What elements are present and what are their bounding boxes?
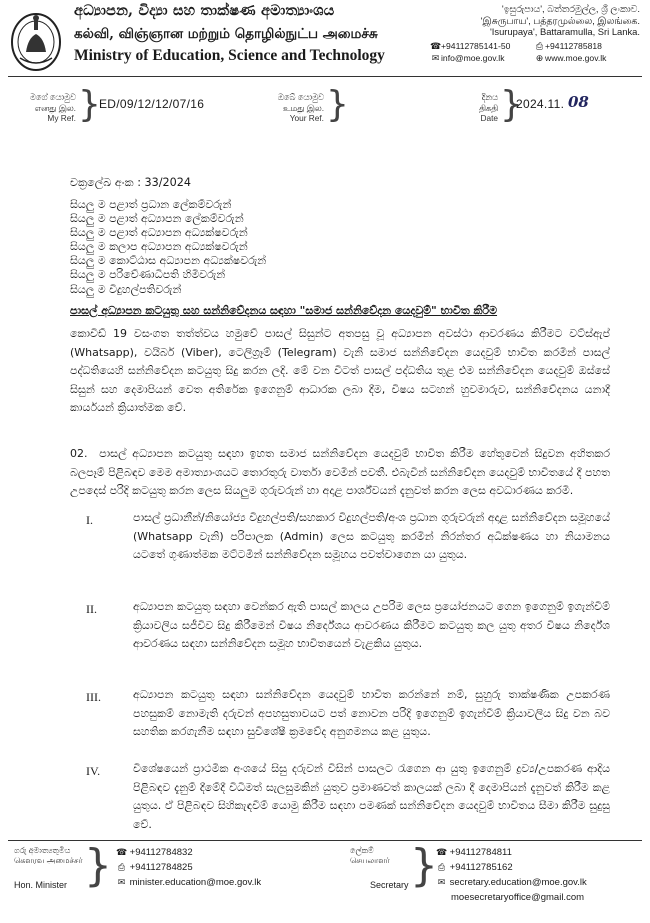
my-ref-value: ED/09/12/12/07/16 xyxy=(99,97,205,111)
recipient: සියලු ම පළාත් අධ්‍යාපන අධ්‍යක්ෂවරුන් xyxy=(70,226,248,240)
paragraph-2 xyxy=(70,445,610,501)
address-tamil: 'இசுருபாய', பத்தரமுல்லை, இலங்கை. xyxy=(480,14,640,26)
national-emblem-logo xyxy=(10,8,62,72)
my-ref-brace: } xyxy=(78,84,101,125)
address-sinhala: 'ඉසුරුපාය', බත්තරමුල්ල, ශ්‍රී ලංකාව. xyxy=(501,3,640,14)
minister-role: Hon. Minister xyxy=(14,880,68,890)
recipient: සියලු ම පරිවේණාධිපති හිමිවරුන් xyxy=(70,268,226,282)
secretary-phone: ☎ +94112784811 xyxy=(436,847,512,858)
date-brace: } xyxy=(500,84,523,125)
paragraph-number: 02. xyxy=(70,447,88,460)
secretary-email-alt[interactable]: moesecretaryoffice@gmail.com xyxy=(451,892,585,903)
header-email[interactable]: ✉ info@moe.gov.lk xyxy=(431,53,505,63)
recipient: සියලු ම පළාත් ප්‍රධාන ලේකම්වරුන් xyxy=(70,198,232,211)
your-ref-brace: } xyxy=(326,84,349,125)
recipient: සියලු ම කලාප අධ්‍යාපන අධ්‍යක්ෂවරුන් xyxy=(70,240,248,254)
item-number: III. xyxy=(86,690,101,704)
your-ref-label: ඔබේ යොමුව உமது இல. Your Ref. xyxy=(277,92,324,123)
recipient: සියලු ම කොට්ඨාස අධ්‍යාපන අධ්‍යක්ෂවරුන් xyxy=(70,254,267,268)
header-fax: ⎙ +94112785818 xyxy=(535,41,602,51)
phone-icon: ☎ xyxy=(430,41,442,51)
header-divider xyxy=(8,76,642,77)
phone-icon: ☎ xyxy=(436,847,448,857)
recipients-list xyxy=(70,198,266,297)
circular-number: චක්‍රලේඛ අංක : 33/2024 xyxy=(70,176,192,189)
secretary-email[interactable]: ✉ secretary.education@moe.gov.lk xyxy=(437,877,587,888)
minister-fax: ⎙ +94112784825 xyxy=(117,862,193,873)
phone-icon: ☎ xyxy=(116,847,128,857)
secretary-label: ලේකම් செயலாளர் xyxy=(350,846,390,865)
minister-email[interactable]: ✉ minister.education@moe.gov.lk xyxy=(117,877,262,888)
item-text: අධ්‍යාපන කටයුතු සඳහා වෙන්කර ඇති පාසල් කාලය උපරිම ලෙස ප්‍රයෝජනයට ගෙන ඉගෙනුම් ඉගැන්වීම් ක්‍රියාවලිය සජීවීව සිදු කිරීමෙන් විෂය නිර්දේශය ආවරණය කිරීමට කටයුතු කල යුතු අතර විෂය නිර්දේශ ආවරණය සඳහා සන්නිවේදන සමූහ භාවිතයෙන් වැළකිය යුතුය. xyxy=(133,600,610,651)
ministry-name-sinhala: අධ්‍යාපන, විද්‍යා සහ තාක්ෂණ අමාත්‍යාංශය xyxy=(74,2,335,19)
date-label: දිනය திகதி Date xyxy=(479,92,498,123)
recipient: සියලු ම විදුහල්පතිවරුන් xyxy=(70,282,182,296)
item-number: IV. xyxy=(86,764,101,778)
ministry-name-tamil: கல்வி, விஞ்ஞான மற்றும் தொழில்நுட்ப அமைச்சு xyxy=(74,26,378,42)
email-icon: ✉ xyxy=(117,877,126,887)
fax-icon: ⎙ xyxy=(535,41,544,51)
item-number: I. xyxy=(86,513,93,527)
globe-icon: ⊕ xyxy=(535,53,544,63)
item-text: පාසල් ප්‍රධානීන්/නියෝජ්‍ය විදුහල්පති/සහකාර විදුහල්පති/අංශ ප්‍රධාන ගුරුවරුන් අදාළ සන්නිවේදන සමූහයේ (Whatsapp වැනි) පරිපාලක (Admin) ලෙස කටයුතු කරමින් නිරන්තර අධීක්ෂණය හා නියාමනය යටතේ ගුණාත්මක මට්ටමින් සන්නිවේදන සමූහය පවත්වාගෙන යා යුතුය. xyxy=(133,511,610,562)
item-text: විශේෂයෙන් ප්‍රාථමික අංශයේ සිසු දරුවන් විසින් පාසලට රැගෙන ආ යුතු ඉගෙනුම් ද්‍රව්‍ය/උපකරණ ආදිය පිළිබඳව දැනුම් දීමේදී විධිමත් සැලසුමකින් යුතුව ප්‍රමාණවත් කාලයක් ලබා දී දෙමාපියන් දැනුවත් කිරීම කළ යුතුය. ඒ පිළිබඳව සිහිකැඳවීම් යොමු කිරීම සඳහා පමණක් සන්නිවේදන යෙදවුම් භාවිතය සීමා කිරීම සුදුසු වේ. xyxy=(133,762,610,831)
header-website[interactable]: ⊕ www.moe.gov.lk xyxy=(535,53,607,63)
address-english: 'Isurupaya', Battaramulla, Sri Lanka. xyxy=(489,26,640,38)
secretary-brace: } xyxy=(410,840,438,891)
minister-contacts xyxy=(116,845,261,890)
letter-subject: පාසල් අධ්‍යාපන කටයුතු සහ සන්නිවේදනය සඳහා "සමාජ සන්නිවේදන යෙදවුම්" භාවිත කිරීම xyxy=(70,304,498,317)
my-ref-label: මගේ යොමුව எனது இல. My Ref. xyxy=(29,92,76,123)
item-number: II. xyxy=(86,602,97,616)
recipient: සියලු ම පළාත් අධ්‍යාපන ලේකම්වරුන් xyxy=(70,212,244,226)
fax-icon: ⎙ xyxy=(437,862,446,872)
secretary-fax: ⎙ +94112785162 xyxy=(437,862,513,873)
minister-label: ගරු අමාත්‍යතුමිය கௌரவ அமைச்சர் xyxy=(14,846,83,865)
minister-phone: ☎ +94112784832 xyxy=(116,847,193,858)
secretary-role: Secretary xyxy=(370,880,409,890)
minister-brace: } xyxy=(84,840,112,891)
date-printed: 2024.11. xyxy=(516,97,565,111)
item-text: අධ්‍යාපන කටයුතු සඳහා සන්නිවේදන යෙදවුම් භාවිත කරන්නේ නම්, සුහුරු තාක්ෂණික උපකරණ පහසුකම් නොමැති දරුවන් අපහසුතාවයට පත් නොවන පරිදි ඉගෙනුම් ඉගැන්වීම් ක්‍රියාවලිය සිදු වන බව සහතික කරගැනීම සඳහා සුවිශේෂී ක්‍රමවේද අනුගමනය කළ යුතුය. xyxy=(133,688,610,739)
header-phone: ☎+94112785141-50 xyxy=(430,41,511,51)
email-icon: ✉ xyxy=(431,53,440,63)
paragraph-2-text: පාසල් අධ්‍යාපන කටයුතු සඳහා ඉහත සමාජ සන්නිවේදන යෙදවුම් භාවිත කිරීම හේතුවෙන් සිදුවන අහිතකර බලපෑම් පිළිබඳව මෙම අමාත්‍යාංශයට තොරතුරු වාර්තා වෙමින් පවතී. එබැවින් සන්නිවේදන යෙදවුම් භාවිතයේ දී පහත උපදෙස් පරිදි කටයුතු කරන ලෙස සියලුම ගුරුවරුන් හා අදාළ පාර්ශ්වයන් දැනුවත් කරන ලෙස අවධාරණය කරමි. xyxy=(70,447,610,498)
secretary-contacts xyxy=(436,845,587,905)
fax-icon: ⎙ xyxy=(117,862,126,872)
date-day-handwritten: 08 xyxy=(568,93,589,111)
paragraph-1: කොවිඩ් 19 වසංගත තත්ත්වය හමුවේ පාසල් සිසුන්ට අතපසු වූ අධ්‍යාපන අවස්ථා ආවරණය කිරීමට වට්ස්ඇප් (Whatsapp), වයිබර් (Viber), ටෙලිග්‍රෑම් (Telegram) වැනි සමාජ සන්නිවේදන යෙදවුම් භාවිත කරමින් පාසල් පද්ධතියෙහි සන්නිවේදන කටයුතු සිදු කරන ලදි. මේ වන විටත් පාසල් පද්ධතිය තුළ එම සන්නිවේදන යෙදවුම් ඔස්සේ සිසුන් සහ දෙමාපියන් වෙත අතිරේක ඉගෙනුම් ආධාරක ලබා දීම, විෂය සටහන් හුවමාරුව, සන්නිවේදනය යනාදී කාර්යයන් ක්‍රියාත්මක වේ. xyxy=(70,327,610,415)
email-icon: ✉ xyxy=(437,877,446,887)
ministry-address xyxy=(440,3,640,38)
ministry-name-english: Ministry of Education, Science and Technology xyxy=(74,47,385,64)
